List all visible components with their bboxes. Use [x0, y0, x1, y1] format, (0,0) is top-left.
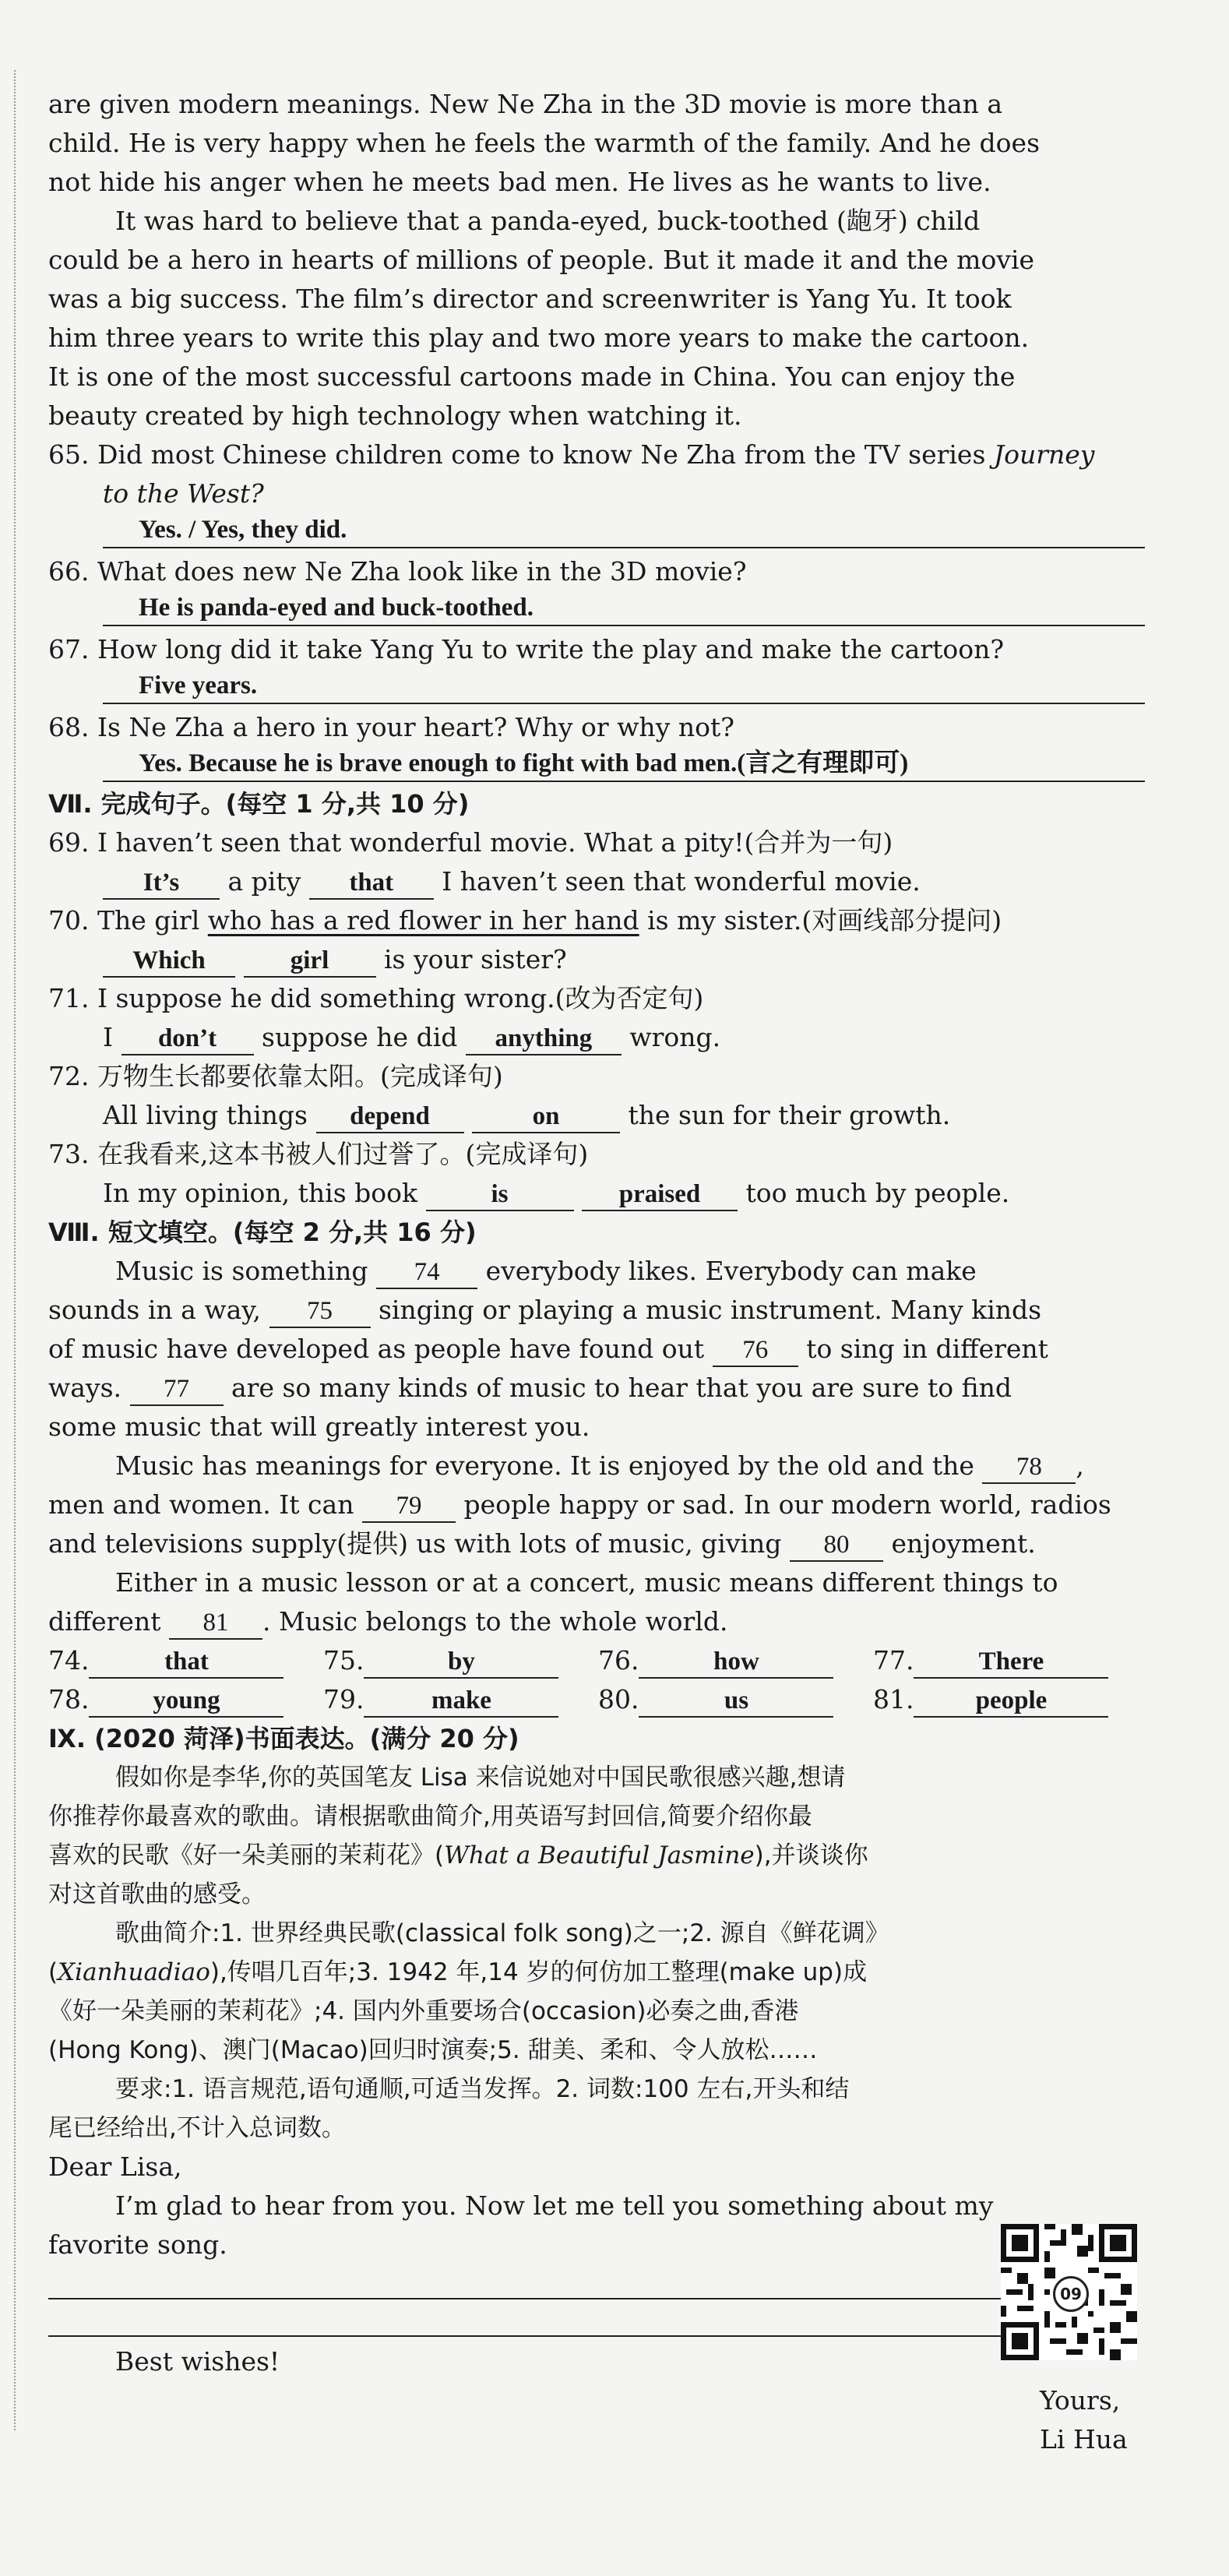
blank-69-1[interactable]: It’s [103, 866, 220, 900]
answer-66-line[interactable] [103, 589, 1145, 626]
letter-greeting: Dear Lisa, [48, 2151, 182, 2182]
passage-line: him three years to write this play and two more years to make the cartoon. [48, 322, 1030, 353]
section-8-title: Ⅷ. 短文填空。(每空 2 分,共 16 分) [48, 1218, 477, 1247]
blank-73-2[interactable]: praised [582, 1178, 738, 1211]
question-68: 68. Is Ne Zha a hero in your heart? Why or why not? [48, 712, 734, 742]
question-66: 66. What does new Ne Zha look like in the 3D movie? [48, 556, 747, 587]
answer-68: Yes. Because he is brave enough to fight with bad men.(言之有理即可) [139, 749, 909, 777]
cloze-answer-row: 74. that 75. by 76. how 77. There [48, 1644, 1108, 1679]
prompt-line: 尾已经给出,不计入总词数。 [48, 2114, 346, 2142]
answer-65-line[interactable] [103, 511, 1145, 548]
section-7-title: Ⅶ. 完成句子。(每空 1 分,共 10 分) [48, 789, 470, 819]
prompt-line: 《好一朵美丽的茉莉花》;4. 国内外重要场合(occasion)必奏之曲,香港 [48, 1997, 799, 2025]
cloze-blank-79[interactable]: 79 [362, 1489, 456, 1523]
cloze-blank-80[interactable]: 80 [790, 1528, 883, 1562]
cloze-blank-78[interactable]: 78 [982, 1450, 1076, 1484]
section-9-title: Ⅸ. (2020 菏泽)书面表达。(满分 20 分) [48, 1724, 519, 1753]
blank-70-2[interactable]: girl [244, 944, 376, 978]
question-70-answer-row: Which girl is your sister? [103, 943, 567, 978]
prompt-line: 对这首歌曲的感受。 [48, 1880, 266, 1908]
cloze-blank-76[interactable]: 76 [713, 1334, 798, 1367]
question-72-answer-row: All living things depend on the sun for their growth. [103, 1098, 950, 1133]
question-73-answer-row: In my opinion, this book is praised too much by people. [103, 1176, 1009, 1211]
letter-signature: Li Hua [1040, 2424, 1128, 2454]
cloze-line: men and women. It can 79 people happy or sad. In our modern world, radios [48, 1488, 1111, 1523]
cloze-line: and televisions supply(提供) us with lots of music, giving 80 enjoyment. [48, 1527, 1036, 1562]
prompt-line: (Hong Kong)、澳门(Macao)回归时演奏;5. 甜美、柔和、令人放松…… [48, 2036, 818, 2064]
underlined-phrase: who has a red flower in her hand [207, 905, 639, 936]
cloze-blank-77[interactable]: 77 [130, 1373, 224, 1406]
letter-line: favorite song. [48, 2229, 227, 2260]
prompt-line: 你推荐你最喜欢的歌曲。请根据歌曲简介,用英语写封回信,简要介绍你最 [48, 1802, 812, 1831]
passage-line: beauty created by high technology when watching it. [48, 400, 742, 431]
cloze-blank-74[interactable]: 74 [376, 1256, 477, 1289]
prompt-line: 歌曲简介:1. 世界经典民歌(classical folk song)之一;2. 源自《鲜花调》 [115, 1919, 889, 1947]
binding-margin-line [14, 70, 16, 2430]
question-65: 65. Did most Chinese children come to know Ne Zha from the TV series Journey [48, 439, 1095, 470]
blank-71-2[interactable]: anything [466, 1022, 622, 1055]
writing-line[interactable] [48, 2335, 1014, 2337]
cloze-line: Either in a music lesson or at a concert, music means different things to [115, 1567, 1058, 1598]
answer-65: Yes. / Yes, they did. [139, 516, 347, 544]
cloze-answer-77[interactable]: There [914, 1645, 1108, 1679]
cloze-answer-row: 78. young 79. make 80. us 81. people [48, 1683, 1108, 1718]
question-67: 67. How long did it take Yang Yu to write the play and make the cartoon? [48, 634, 1005, 664]
prompt-line: 假如你是李华,你的英国笔友 Lisa 来信说她对中国民歌很感兴趣,想请 [115, 1764, 846, 1792]
question-71: 71. I suppose he did something wrong.(改为否定句) [48, 983, 704, 1013]
cloze-line: ways. 77 are so many kinds of music to hear that you are sure to find [48, 1371, 1012, 1406]
prompt-line: (Xianhuadiao),传唱几百年;3. 1942 年,14 岁的何仿加工整理(make up)成 [48, 1958, 868, 1986]
answer-67: Five years. [139, 671, 258, 700]
cloze-line: sounds in a way, 75 singing or playing a music instrument. Many kinds [48, 1293, 1041, 1328]
letter-line: I’m glad to hear from you. Now let me tell you something about my [115, 2190, 994, 2221]
question-70: 70. The girl who has a red flower in her hand is my sister.(对画线部分提问) [48, 905, 1002, 936]
cloze-blank-81[interactable]: 81 [169, 1606, 262, 1640]
letter-closing: Best wishes! [115, 2346, 280, 2377]
passage-line: are given modern meanings. New Ne Zha in the 3D movie is more than a [48, 89, 1003, 119]
cloze-line: Music is something 74 everybody likes. Everybody can make [115, 1254, 977, 1289]
prompt-line: 喜欢的民歌《好一朵美丽的茉莉花》(What a Beautiful Jasmine),并谈谈你 [48, 1841, 868, 1869]
cloze-line: different 81 . Music belongs to the whole world. [48, 1605, 728, 1640]
cloze-answer-81[interactable]: people [914, 1684, 1108, 1718]
blank-69-2[interactable]: that [309, 866, 434, 900]
cloze-answer-76[interactable]: how [639, 1645, 833, 1679]
blank-71-1[interactable]: don’t [121, 1022, 254, 1055]
cloze-line: some music that will greatly interest you. [48, 1411, 590, 1442]
question-72: 72. 万物生长都要依靠太阳。(完成译句) [48, 1061, 503, 1091]
question-65-cont: to the West? [103, 478, 264, 509]
question-69: 69. I haven’t seen that wonderful movie. What a pity!(合并为一句) [48, 827, 893, 858]
cloze-blank-75[interactable]: 75 [269, 1295, 371, 1328]
answer-68-line[interactable] [103, 745, 1145, 782]
passage-line: could be a hero in hearts of millions of people. But it made it and the movie [48, 245, 1035, 275]
passage-line: It was hard to believe that a panda-eyed, buck-toothed (龅牙) child [115, 206, 981, 236]
passage-line: was a big success. The film’s director and screenwriter is Yang Yu. It took [48, 284, 1012, 314]
passage-line: It is one of the most successful cartoons made in China. You can enjoy the [48, 361, 1016, 392]
cloze-answer-75[interactable]: by [364, 1645, 558, 1679]
cloze-answer-74[interactable]: that [89, 1645, 283, 1679]
blank-70-1[interactable]: Which [103, 944, 235, 978]
passage-line: child. He is very happy when he feels the warmth of the family. And he does [48, 128, 1040, 158]
cloze-answer-80[interactable]: us [639, 1684, 833, 1718]
qr-code[interactable] [1001, 2224, 1137, 2360]
letter-signoff: Yours, [1040, 2385, 1121, 2416]
passage-line: not hide his anger when he meets bad men. He lives as he wants to live. [48, 167, 991, 197]
blank-72-1[interactable]: depend [316, 1100, 464, 1133]
cloze-answer-78[interactable]: young [89, 1684, 283, 1718]
question-73: 73. 在我看来,这本书被人们过誉了。(完成译句) [48, 1139, 589, 1169]
prompt-line: 要求:1. 语言规范,语句通顺,可适当发挥。2. 词数:100 左右,开头和结 [115, 2075, 850, 2103]
cloze-line: Music has meanings for everyone. It is enjoyed by the old and the 78 , [115, 1449, 1084, 1484]
blank-72-2[interactable]: on [472, 1100, 620, 1133]
answer-67-line[interactable] [103, 667, 1145, 704]
cloze-answer-79[interactable]: make [364, 1684, 558, 1718]
answer-66: He is panda-eyed and buck-toothed. [139, 594, 534, 622]
blank-73-1[interactable]: is [426, 1178, 574, 1211]
cloze-line: of music have developed as people have found out 76 to sing in different [48, 1332, 1048, 1367]
qr-badge: 09 [1053, 2276, 1089, 2312]
writing-line[interactable] [48, 2298, 1014, 2299]
question-69-answer-row: It’s a pity that I haven’t seen that wonderful movie. [103, 865, 921, 900]
question-71-answer-row: I don’t suppose he did anything wrong. [103, 1020, 720, 1055]
